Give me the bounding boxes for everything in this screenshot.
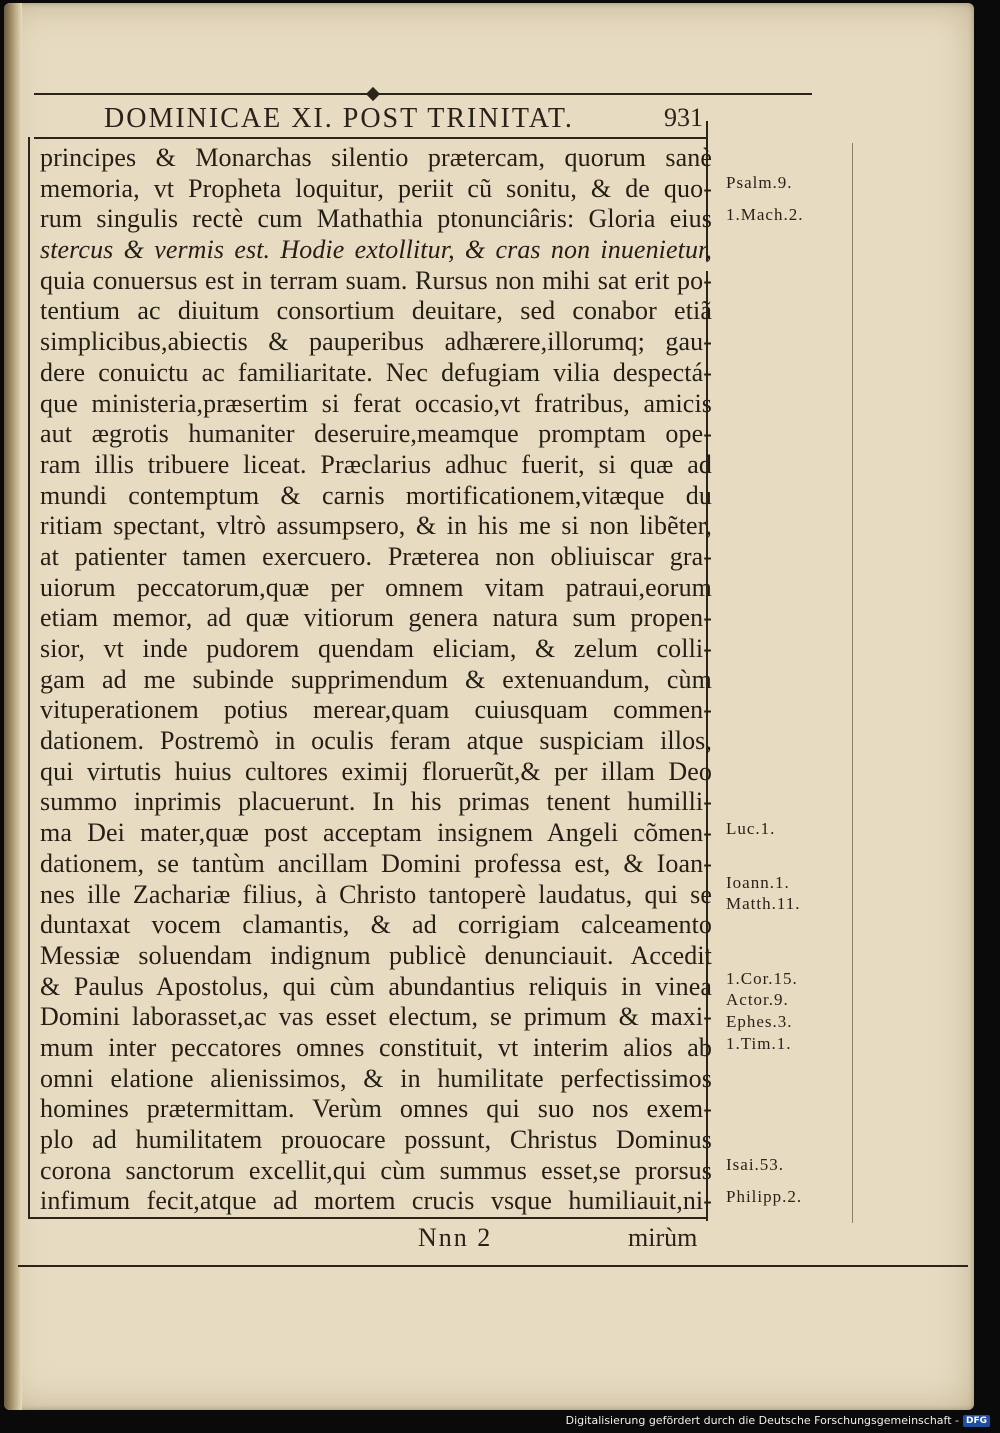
text-line: nes ille Zachariæ filius, à Christo tantoperè laudatus, qui se (40, 879, 712, 909)
margin-note-isaiah: Isai.53. (726, 1155, 785, 1174)
text-line: quia conuersus est in terram suam. Rursus non mihi sat erit po- (40, 265, 712, 295)
text-line: principes & Monarchas silentio prætercam, quorum sanè (40, 143, 712, 172)
text-line: infimum fecit,atque ad mortem crucis vsque humiliauit,ni- (40, 1186, 712, 1216)
signature-mark: Nnn 2 (418, 1223, 493, 1252)
margin-note-luke: Luc.1. (726, 819, 776, 838)
page-footer (4, 1223, 974, 1263)
text-line: qui virtutis huius cultores eximij floruerũt,& per illam Deo (40, 756, 712, 786)
text-line: simplicibus,abiectis & pauperibus adhærere,illorumq; gau- (40, 327, 712, 357)
margin-note-corinthians: 1.Cor.15. (726, 969, 798, 988)
margin-note-acts: Actor.9. (726, 990, 789, 1009)
margin-note-matthew: Matth.11. (726, 894, 801, 913)
text-line: vituperationem potius merear,quam cuiusquam commen- (40, 695, 712, 725)
book-page (4, 3, 974, 1410)
text-line: rum singulis rectè cum Mathathia ptonunciâris: Gloria eius (40, 204, 712, 234)
margin-note-john: Ioann.1. (726, 873, 790, 892)
text-line: at patienter tamen exercuero. Præterea non obliuiscar gra- (40, 541, 712, 571)
margin-note-philippians: Philipp.2. (726, 1187, 803, 1206)
margin-note-psalm: Psalm.9. (726, 173, 793, 192)
text-line: tentium ac diuitum consortium deuitare, sed conabor etiã (40, 296, 712, 326)
text-line: duntaxat vocem clamantis, & ad corrigiam calceamento (40, 910, 712, 940)
text-line: ram illis tribuere liceat. Præclarius adhuc fuerit, si quæ ad (40, 449, 712, 479)
text-line: dationem. Postremò in oculis feram atque suspiciam illos, (40, 726, 712, 756)
running-head: DOMINICAE XI. POST TRINITAT. (104, 103, 574, 134)
credit-text: Digitalisierung gefördert durch die Deutsche Forschungsgemeinschaft - (565, 1414, 959, 1427)
page-gutter-shadow (4, 3, 22, 1410)
left-frame-rule (28, 137, 30, 1217)
header-ornament (366, 87, 380, 101)
text-line: ritiam spectant, vltrò assumpsero, & in his me si non libẽter, (40, 511, 712, 541)
text-line: dere conuictu ac familiaritate. Nec defugiam vilia despectá- (40, 357, 712, 387)
text-line: etiam memor, ad quæ vitiorum genera natura sum propen- (40, 603, 712, 633)
text-line: que ministeria,præsertim si ferat occasio,vt fratribus, amicis (40, 388, 712, 418)
text-line: summo inprimis placuerunt. In his primas tenent humilli- (40, 787, 712, 817)
footer-bottom-rule (18, 1265, 968, 1267)
text-line: gam ad me subinde supprimendum & extenuandum, cùm (40, 664, 712, 694)
text-line: mum inter peccatores omnes constituit, vt interim alios ab (40, 1032, 712, 1062)
page-number: 931 (664, 103, 703, 132)
digitization-credit (566, 1414, 990, 1427)
text-line: mundi contemptum & carnis mortificationem,vitæque du (40, 480, 712, 510)
outer-margin-rule (852, 143, 853, 1223)
text-line: homines prætermittam. Verùm omnes qui suo nos exem- (40, 1094, 712, 1124)
header-top-rule (34, 93, 812, 95)
text-line: corona sanctorum excellit,qui cùm summus esset,se prorsus (40, 1155, 712, 1185)
text-line: memoria, vt Propheta loquitur, periit cũ sonitu, & de quo- (40, 173, 712, 203)
dfg-logo: DFG (963, 1415, 990, 1427)
footer-top-rule (28, 1217, 708, 1219)
catchword: mirùm (628, 1223, 698, 1252)
text-line: Domini laborasset,ac vas esset electum, se primum & maxi- (40, 1002, 712, 1032)
text-line: ma Dei mater,quæ post acceptam insignem Angeli cõmen- (40, 818, 712, 848)
margin-note-ephesians: Ephes.3. (726, 1012, 793, 1031)
margin-note-timothy: 1.Tim.1. (726, 1034, 792, 1053)
text-line: aut ægrotis humaniter deseruire,meamque promptam ope- (40, 419, 712, 449)
header-bottom-rule (34, 137, 706, 139)
margin-note-machabees: 1.Mach.2. (726, 205, 804, 224)
text-line: dationem, se tantùm ancillam Domini professa est, & Ioan- (40, 848, 712, 878)
text-line: stercus & vermis est. Hodie extollitur, & cras non inuenietur, (40, 235, 712, 265)
text-line: plo ad humilitatem prouocare possunt, Christus Dominus (40, 1125, 712, 1154)
text-line: sior, vt inde pudorem quendam eliciam, & zelum colli- (40, 634, 712, 663)
text-line: omni elatione alienissimos, & in humilitate perfectissimos (40, 1063, 712, 1093)
text-line: & Paulus Apostolus, qui cùm abundantius reliquis in vinea (40, 971, 712, 1001)
text-line: uiorum peccatorum,quæ per omnem vitam patraui,eorum (40, 572, 712, 602)
text-line: Messiæ soluendam indignum publicè denunciauit. Accedit (40, 940, 712, 970)
main-text-block (40, 143, 712, 1217)
